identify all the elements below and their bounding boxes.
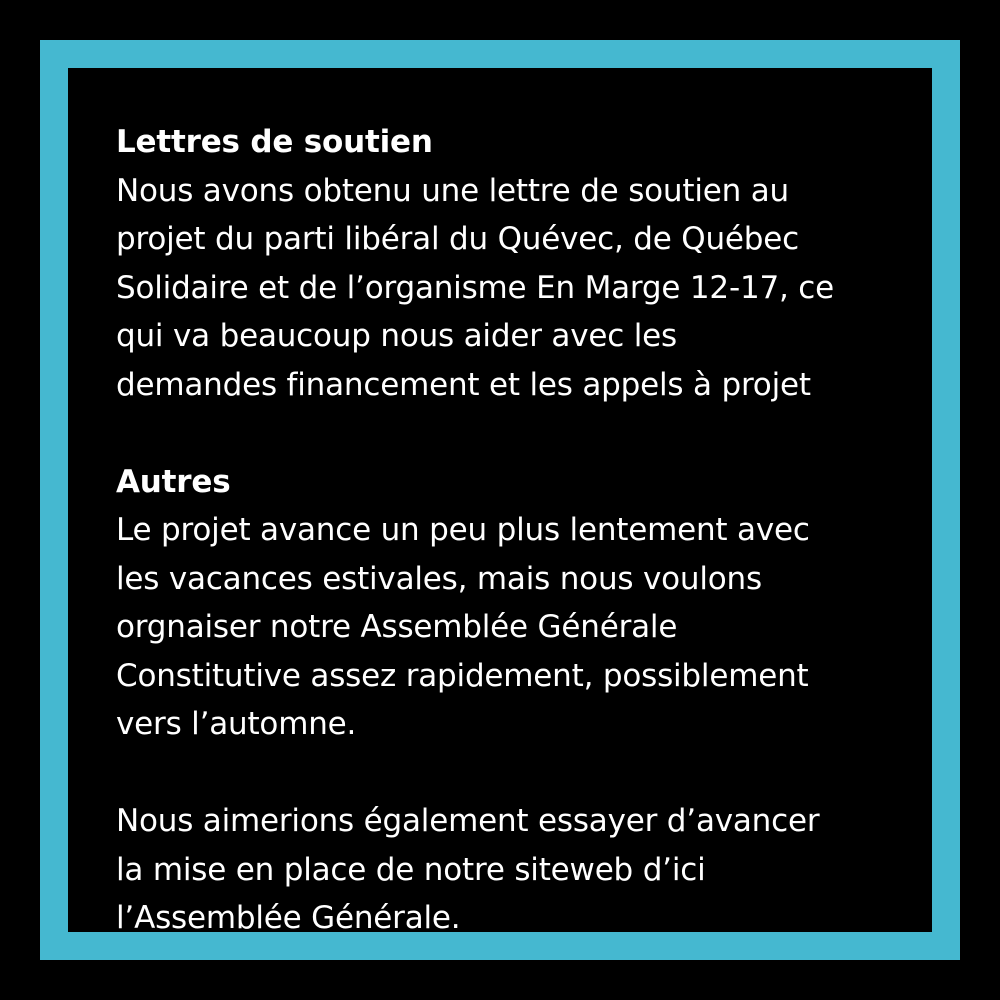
other-section	[116, 458, 916, 749]
website-section	[116, 797, 916, 943]
website-paragraph	[116, 797, 916, 943]
text-line: Constitutive assez rapidement, possiblement	[116, 657, 809, 694]
cyan-frame	[40, 40, 960, 960]
text-line: vers l’automne.	[116, 706, 357, 742]
support-letters-heading: Lettres de soutien	[116, 124, 433, 160]
text-line: Solidaire et de l’organisme En Marge 12-17, ce	[116, 269, 835, 306]
support-letters-paragraph	[116, 167, 916, 410]
spacer	[116, 749, 916, 798]
text-content	[116, 118, 916, 943]
text-line: les vacances estivales, mais nous voulons	[116, 560, 762, 597]
text-line: projet du parti libéral du Quévec, de Québec	[116, 221, 799, 257]
spacer	[116, 409, 916, 458]
support-letters-section	[116, 118, 916, 409]
text-line: qui va beaucoup nous aider avec les	[116, 318, 677, 354]
text-line: Nous avons obtenu une lettre de soutien au	[116, 172, 789, 209]
text-line: demandes financement et les appels à projet	[116, 366, 811, 403]
text-line: la mise en place de notre siteweb d’ici	[116, 851, 706, 888]
text-line: Le projet avance un peu plus lentement avec	[116, 512, 810, 548]
other-heading: Autres	[116, 463, 231, 500]
other-paragraph	[116, 506, 916, 749]
text-line: orgnaiser notre Assemblée Générale	[116, 609, 678, 645]
text-line: Nous aimerions également essayer d’avancer	[116, 803, 820, 839]
text-line: l’Assemblée Générale.	[116, 900, 461, 936]
